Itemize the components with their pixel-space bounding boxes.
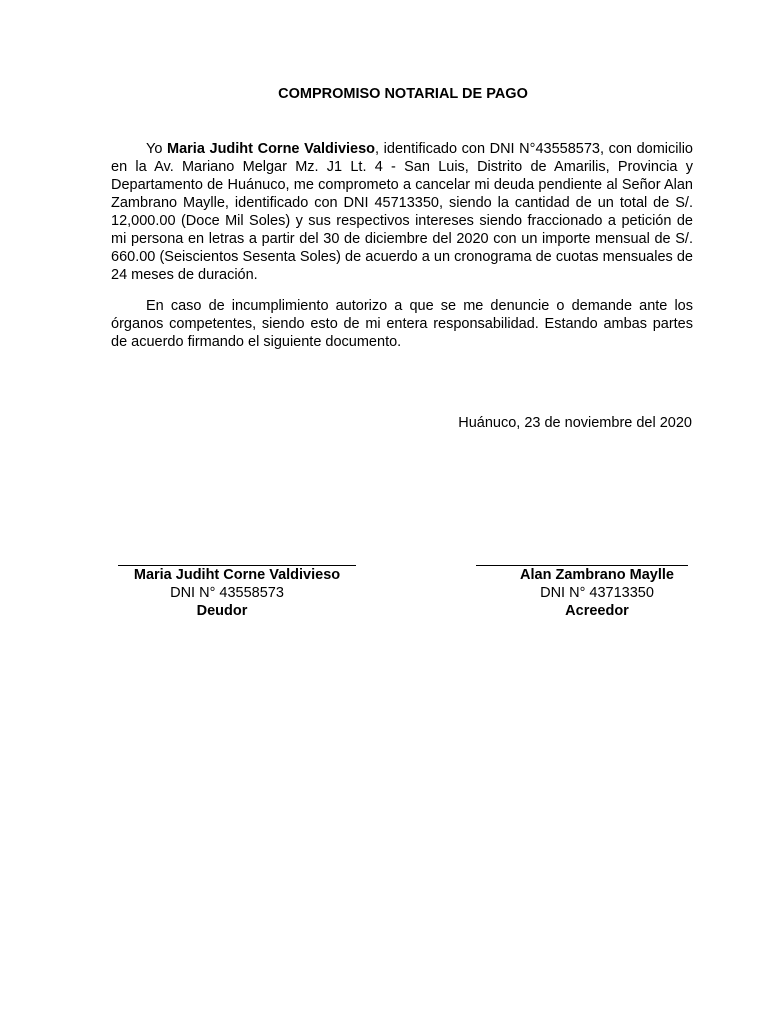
document-title: COMPROMISO NOTARIAL DE PAGO — [278, 86, 528, 102]
paragraph-prefix: Yo — [146, 141, 168, 157]
document-date: Huánuco, 23 de noviembre del 2020 — [458, 415, 692, 431]
paragraph-noncompliance-text: En caso de incumplimiento autorizo a que se me denuncie o demande ante los órganos competentes, siendo esto de mi entera responsabilidad. Estando ambas partes de acuerdo firmando el siguiente documento. — [111, 298, 693, 350]
debtor-role: Deudor — [196, 603, 248, 619]
paragraph-commitment — [111, 140, 693, 284]
signature-block-creditor — [476, 548, 688, 620]
creditor-role: Acreedor — [565, 603, 629, 619]
creditor-name: Alan Zambrano Maylle — [520, 567, 674, 583]
paragraph-noncompliance — [111, 297, 693, 351]
paragraph-body: , identificado con DNI N°43558573, con domicilio en la Av. Mariano Melgar Mz. J1 Lt. 4 - San Luis, Distrito de Amarilis, Provincia y Departamento de Huánuco, me comprometo a cancelar mi deuda pendiente al Señor Alan Zambrano Maylle, identificado con DNI 45713350, siendo la cantidad de un total de S/. 12,000.00 (Doce Mil Soles) y sus respectivos intereses siendo fraccionado a petición de mi persona en letras a partir del 30 de diciembre del 2020 con un importe mensual de S/. 660.00 (Seiscientos Sesenta Soles) de acuerdo a un cronograma de cuotas mensuales de 24 meses de duración. — [111, 141, 693, 283]
signature-block-debtor — [118, 548, 356, 620]
debtor-dni: DNI N° 43558573 — [170, 585, 284, 601]
debtor-name: Maria Judiht Corne Valdivieso — [133, 567, 341, 583]
creditor-dni: DNI N° 43713350 — [540, 585, 654, 601]
debtor-name-inline: Maria Judiht Corne Valdivieso — [167, 141, 376, 157]
